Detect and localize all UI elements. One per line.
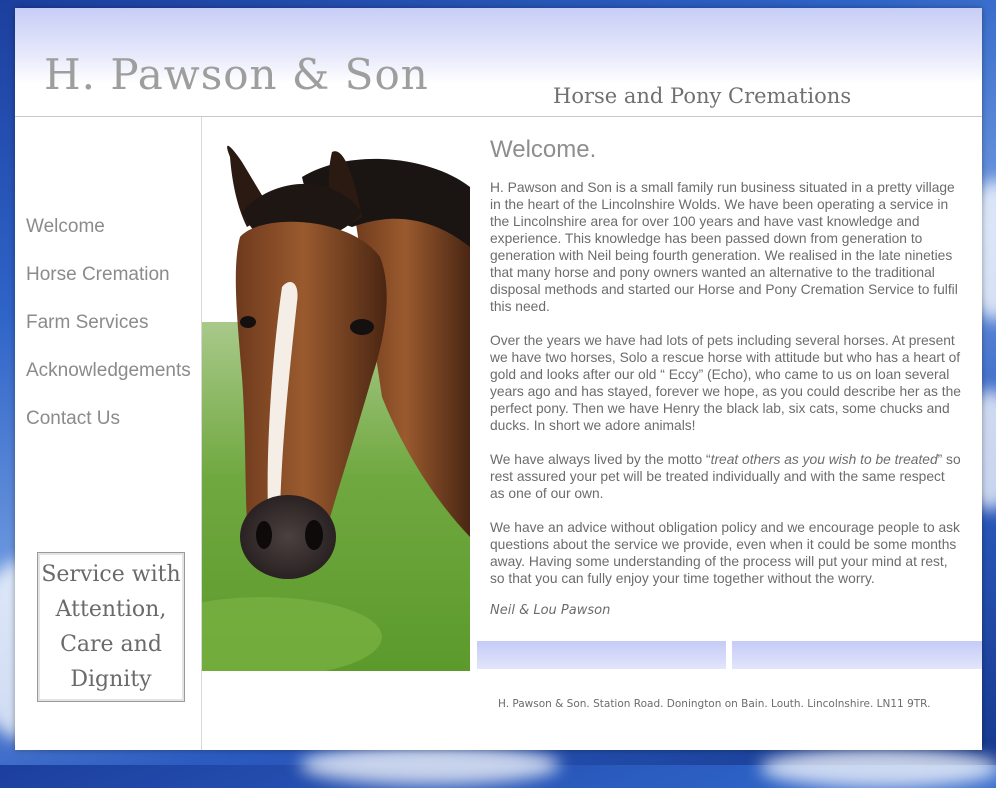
motto-paragraph	[490, 451, 963, 502]
main-nav	[26, 213, 191, 453]
footer-address: H. Pawson & Son. Station Road. Donington on Bain. Louth. Lincolnshire. LN11 9TR.	[498, 698, 931, 710]
intro-paragraph: H. Pawson and Son is a small family run business situated in a pretty village in the heart of the Lincolnshire Wolds. We have been operating a service in the Lincolnshire area for over 100 years and have vast knowledge and experience. This knowledge has been passed down from generation to generation with Neil being fourth generation. We realised in the late nineties that many horse and pony owners wanted an alternative to the traditional disposal methods and started our Horse and Pony Cremation Service to fulfil this need.	[490, 180, 958, 314]
main-content	[490, 117, 963, 618]
sidebar	[15, 117, 202, 750]
nav-item-acknowledgements[interactable]: Acknowledgements	[26, 360, 191, 381]
sky-cloud	[760, 748, 996, 788]
pets-paragraph: Over the years we have had lots of pets including several horses. At present we have two horses, Solo a rescue horse with attitude but who has a heart of gold and looks after our old “ Eccy” (Echo), who came to us on loan several years ago and has stayed, forever we hope, as you could describe her as the perfect pony. Then we have Henry the black lab, six cats, some chucks and ducks. In short we adore animals!	[490, 333, 961, 433]
nav-item-contact-us[interactable]: Contact Us	[26, 408, 120, 429]
motto-line: Care and	[60, 632, 162, 657]
motto-line: Dignity	[70, 667, 152, 692]
site-header	[15, 8, 982, 117]
page-heading: Welcome.	[490, 136, 597, 163]
footer-bar-right	[732, 641, 982, 669]
site-title[interactable]: H. Pawson & Son	[44, 50, 429, 99]
footer-bar-left	[477, 641, 726, 669]
advice-paragraph: We have an advice without obligation policy and we encourage people to ask questions about the service we provide, even when it could be some months away. Having some understanding of the process will put your mind at rest, so that you can fully enjoy your time together without the worry.	[490, 520, 960, 586]
site-subtitle: Horse and Pony Cremations	[553, 84, 852, 108]
page-container	[15, 8, 982, 750]
horse-photo	[202, 117, 470, 671]
motto-paragraph-start: We have always lived by the motto “	[490, 452, 711, 467]
signature: Neil & Lou Pawson	[490, 603, 611, 618]
sky-cloud	[300, 745, 560, 785]
nav-item-horse-cremation[interactable]: Horse Cremation	[26, 264, 170, 285]
motto-text	[38, 557, 184, 697]
nav-item-welcome[interactable]: Welcome	[26, 216, 105, 237]
motto-line: Attention,	[55, 597, 167, 622]
motto-box	[37, 552, 185, 702]
motto-paragraph-end: ” so rest assured your pet will be treated individually and with the same respect as one of our own.	[490, 452, 961, 501]
motto-line: Service with	[41, 562, 181, 587]
nav-item-farm-services[interactable]: Farm Services	[26, 312, 149, 333]
motto-quote: treat others as you wish to be treated	[710, 452, 938, 467]
